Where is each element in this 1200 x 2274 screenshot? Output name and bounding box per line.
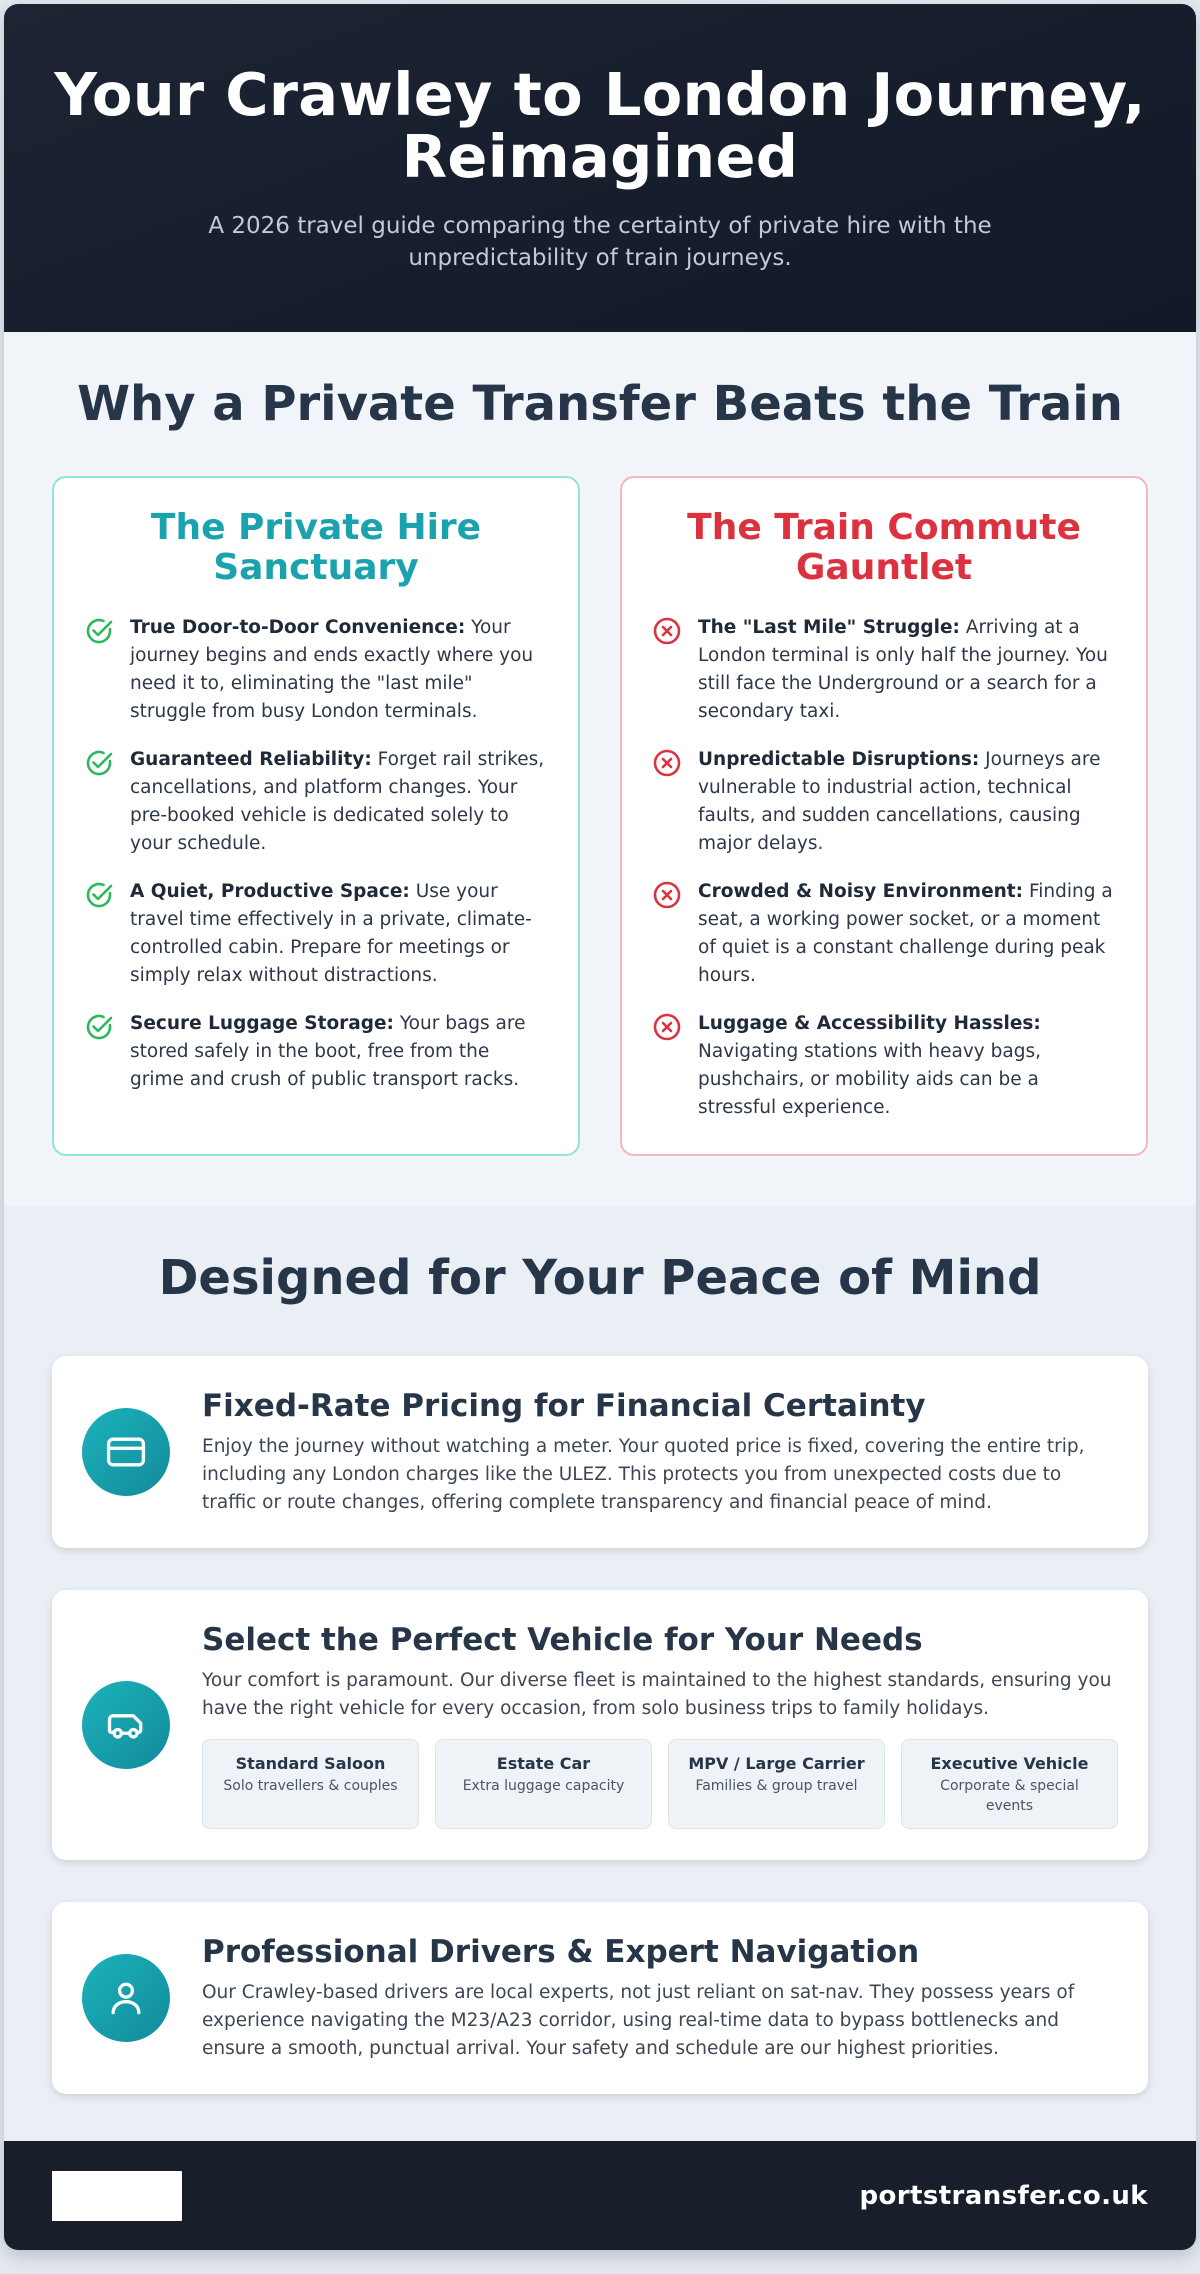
point-body: Your bags are stored safely in the boot, free from the grime and crush of public transport racks. <box>130 1013 526 1090</box>
feature-card-pricing <box>52 1356 1148 1548</box>
train-commute-heading: The Train Commute Gauntlet <box>687 507 1081 588</box>
feature-text: Your comfort is paramount. Our diverse fleet is maintained to the highest standards, ensuring you have the right vehicle for every occasion, from solo business trips to family holidays. <box>202 1670 1112 1719</box>
vehicle-desc: Solo travellers & couples <box>223 1778 398 1794</box>
point-title: Guaranteed Reliability: <box>130 749 372 770</box>
vehicle-option <box>435 1739 652 1829</box>
point-title: Unpredictable Disruptions: <box>698 749 980 770</box>
site-link[interactable]: portstransfer.co.uk <box>859 2180 1148 2211</box>
comparison-section <box>4 332 1196 1206</box>
vehicle-name: Standard Saloon <box>235 1754 386 1773</box>
point-body: Your journey begins and ends exactly where you need it to, eliminating the "last mile" struggle from busy London terminals. <box>130 617 534 722</box>
private-hire-heading: The Private Hire Sanctuary <box>150 507 482 588</box>
infographic-page <box>4 4 1196 2250</box>
point-body: Finding a seat, a working power socket, or a moment of quiet is a constant challenge during peak hours. <box>698 881 1113 986</box>
point-text <box>130 878 548 990</box>
comparison-point <box>84 1010 548 1094</box>
private-hire-card <box>52 476 580 1156</box>
point-title: Secure Luggage Storage: <box>130 1013 394 1034</box>
vehicle-option <box>668 1739 885 1829</box>
train-commute-card <box>620 476 1148 1156</box>
x-circle-icon <box>652 616 682 646</box>
feature-heading: Select the Perfect Vehicle for Your Needs <box>202 1622 923 1658</box>
hero-header <box>4 4 1196 332</box>
point-text <box>698 878 1116 990</box>
comparison-point <box>84 746 548 858</box>
point-text <box>698 614 1116 726</box>
logo <box>52 2171 182 2221</box>
feature-card-drivers <box>52 1902 1148 2094</box>
point-body: Arriving at a London terminal is only half the journey. You still face the Underground or a search for a secondary taxi. <box>698 617 1108 722</box>
features-title: Designed for Your Peace of Mind <box>158 1250 1042 1306</box>
point-title: True Door-to-Door Convenience: <box>130 617 466 638</box>
vehicle-name: MPV / Large Carrier <box>688 1754 865 1773</box>
x-circle-icon <box>652 880 682 910</box>
footer <box>4 2141 1196 2250</box>
point-text <box>698 1010 1116 1122</box>
vehicle-name: Executive Vehicle <box>930 1754 1089 1773</box>
point-text <box>130 1010 548 1094</box>
comparison-point <box>84 878 548 990</box>
check-circle-icon <box>84 616 114 646</box>
comparison-point <box>652 1010 1116 1122</box>
feature-text: Our Crawley-based drivers are local experts, not just reliant on sat-nav. They possess years of experience navigating the M23/A23 corridor, using real-time data to bypass bottlenecks and ensure a smooth, punctual arrival. Your safety and schedule are our highest priorities. <box>202 1982 1075 2059</box>
point-body: Forget rail strikes, cancellations, and platform changes. Your pre-booked vehicle is dedicated solely to your schedule. <box>130 749 545 854</box>
point-title: Crowded & Noisy Environment: <box>698 881 1024 902</box>
vehicle-options <box>202 1739 1118 1829</box>
point-body: Journeys are vulnerable to industrial action, technical faults, and sudden cancellations, causing major delays. <box>698 749 1101 854</box>
point-text <box>130 746 548 858</box>
point-text <box>130 614 548 726</box>
comparison-point <box>652 614 1116 726</box>
vehicle-name: Estate Car <box>496 1754 591 1773</box>
feature-card-vehicles <box>52 1590 1148 1860</box>
page-title: Your Crawley to London Journey, Reimagined <box>54 60 1146 191</box>
user-icon <box>82 1954 170 2042</box>
feature-heading: Professional Drivers & Expert Navigation <box>202 1934 920 1970</box>
x-circle-icon <box>652 1012 682 1042</box>
check-circle-icon <box>84 880 114 910</box>
car-icon <box>82 1681 170 1769</box>
feature-heading: Fixed-Rate Pricing for Financial Certainty <box>202 1388 926 1424</box>
vehicle-option <box>202 1739 419 1829</box>
comparison-title: Why a Private Transfer Beats the Train <box>77 376 1123 432</box>
check-circle-icon <box>84 1012 114 1042</box>
vehicle-desc: Extra luggage capacity <box>462 1778 625 1794</box>
point-title: The "Last Mile" Struggle: <box>698 617 960 638</box>
vehicle-option <box>901 1739 1118 1829</box>
vehicle-desc: Families & group travel <box>695 1778 858 1794</box>
credit-card-icon <box>82 1408 170 1496</box>
point-body: Navigating stations with heavy bags, pushchairs, or mobility aids can be a stressful experience. <box>698 1041 1041 1118</box>
features-section <box>4 1206 1196 2141</box>
comparison-point <box>84 614 548 726</box>
point-text <box>698 746 1116 858</box>
comparison-point <box>652 878 1116 990</box>
check-circle-icon <box>84 748 114 778</box>
x-circle-icon <box>652 748 682 778</box>
point-body: Use your travel time effectively in a private, climate-controlled cabin. Prepare for meetings or simply relax without distractions. <box>130 881 532 986</box>
feature-text: Enjoy the journey without watching a meter. Your quoted price is fixed, covering the entire trip, including any London charges like the ULEZ. This protects you from unexpected costs due to traffic or route changes, offering complete transparency and financial peace of mind. <box>202 1436 1085 1513</box>
comparison-point <box>652 746 1116 858</box>
vehicle-desc: Corporate & special events <box>940 1778 1079 1814</box>
point-title: Luggage & Accessibility Hassles: <box>698 1013 1041 1034</box>
point-title: A Quiet, Productive Space: <box>130 881 410 902</box>
page-subtitle: A 2026 travel guide comparing the certainty of private hire with the unpredictability of train journeys. <box>208 213 992 271</box>
